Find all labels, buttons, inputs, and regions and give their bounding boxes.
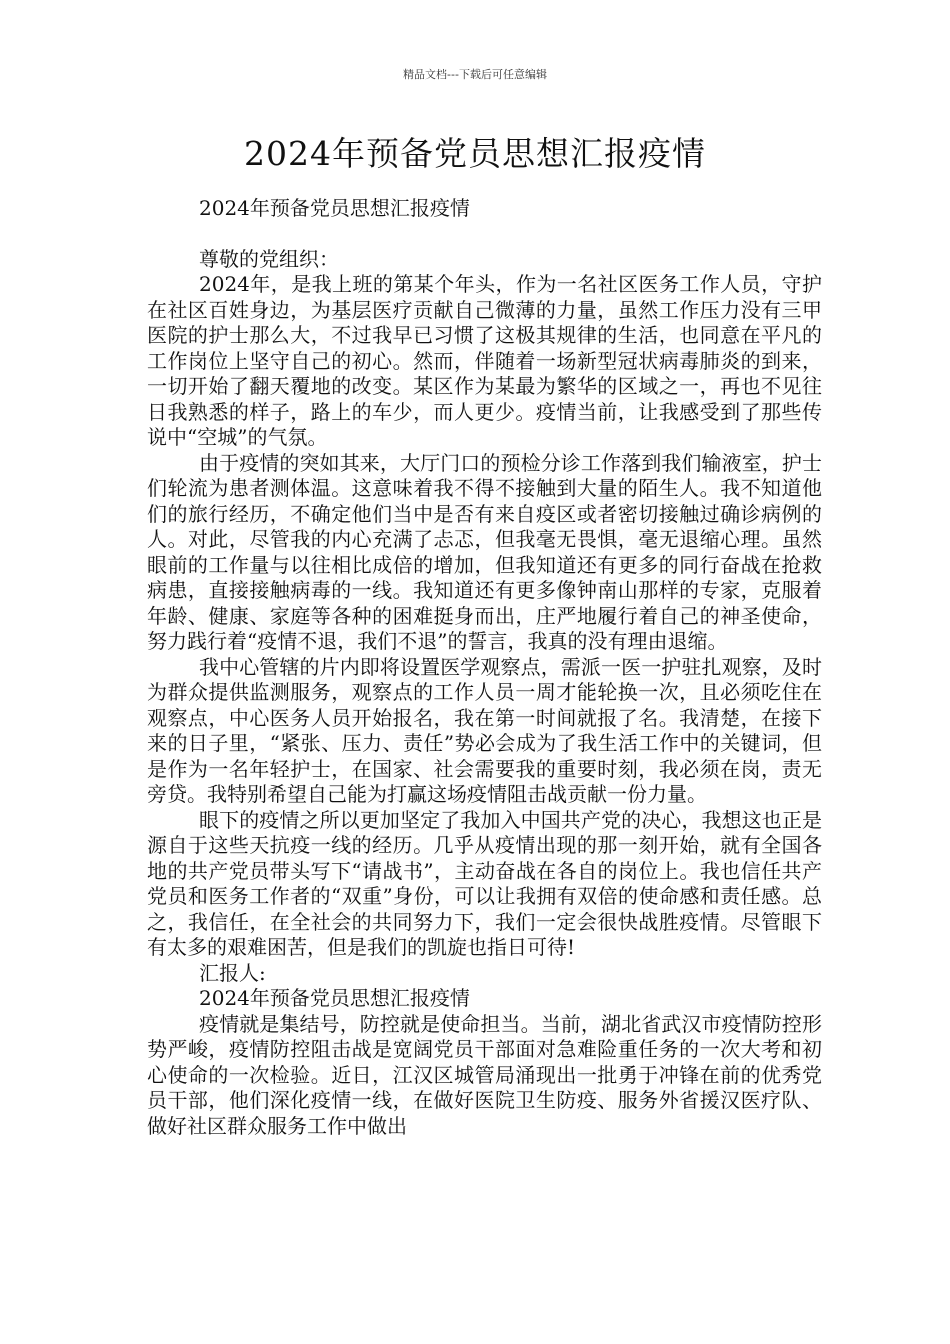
subtitle: 2024年预备党员思想汇报疫情	[199, 196, 470, 220]
second-title: 2024年预备党员思想汇报疫情	[199, 986, 470, 1010]
document-body	[147, 196, 822, 1139]
paragraph-3: 我中心管辖的片内即将设置医学观察点，需派一医一护驻扎观察，及时为群众提供监测服务，观察点的工作人员一周才能轮换一次，且必须吃住在观察点，中心医务人员开始报名，我在第一时间就报了名。我清楚，在接下来的日子里，“紧张、压力、责任”势必会成为了我生活工作中的关键词，但是作为一名年轻护士，在国家、社会需要我的重要时刻，我必须在岗，责无旁贷。我特别希望自己能为打赢这场疫情阻击战贡献一份力量。	[147, 654, 822, 806]
salutation: 尊敬的党组织：	[199, 246, 339, 271]
header-note: 精品文档---下载后可任意编辑	[403, 68, 547, 81]
paragraph-4: 眼下的疫情之所以更加坚定了我加入中国共产党的决心，我想这也正是源自于这些天抗疫一线的经历。几乎从疫情出现的那一刻开始，就有全国各地的共产党员带头写下“请战书”，主动奋战在各自的岗位上。我也信任共产党员和医务工作者的“双重”身份，可以让我拥有双倍的使命感和责任感。总之，我信任，在全社会的共同努力下，我们一定会很快战胜疫情。尽管眼下有太多的艰难困苦，但是我们的凯旋也指日可待!	[147, 807, 822, 959]
paragraph-2: 由于疫情的突如其来，大厅门口的预检分诊工作落到我们输液室，护士们轮流为患者测体温。这意味着我不得不接触到大量的陌生人。我不知道他们的旅行经历，不确定他们当中是否有来自疫区或者密切接触过确诊病例的人。对此，尽管我的内心充满了忐忑，但我毫无畏惧，毫无退缩心理。虽然眼前的工作量与以往相比成倍的增加，但我知道还有更多的同行奋战在抢救病患，直接接触病毒的一线。我知道还有更多像钟南山那样的专家，克服着年龄、健康、家庭等各种的困难挺身而出，庄严地履行着自己的神圣使命，努力践行着“疫情不退，我们不退”的誓言，我真的没有理由退缩。	[147, 450, 822, 653]
paragraph-1: 2024年，是我上班的第某个年头，作为一名社区医务工作人员，守护在社区百姓身边，为基层医疗贡献自己微薄的力量，虽然工作压力没有三甲医院的护士那么大，不过我早已习惯了这极其规律的生活，也同意在平凡的工作岗位上坚守自己的初心。然而，伴随着一场新型冠状病毒肺炎的到来，一切开始了翻天覆地的改变。某区作为某最为繁华的区域之一，再也不见往日我熟悉的样子，路上的车少，而人更少。疫情当前，让我感受到了那些传说中“空城”的气氛。	[147, 272, 822, 449]
document-title: 2024年预备党员思想汇报疫情	[244, 134, 706, 173]
paragraph-5: 疫情就是集结号，防控就是使命担当。当前，湖北省武汉市疫情防控形势严峻，疫情防控阻击战是宽阔党员干部面对急难险重任务的一次大考和初心使命的一次检验。近日，江汉区城管局涌现出一批勇于冲锋在前的优秀党员干部，他们深化疫情一线，在做好医院卫生防疫、服务外省援汉医疗队、做好社区群众服务工作中做出	[147, 1011, 822, 1138]
reporter-label: 汇报人:	[199, 960, 266, 985]
